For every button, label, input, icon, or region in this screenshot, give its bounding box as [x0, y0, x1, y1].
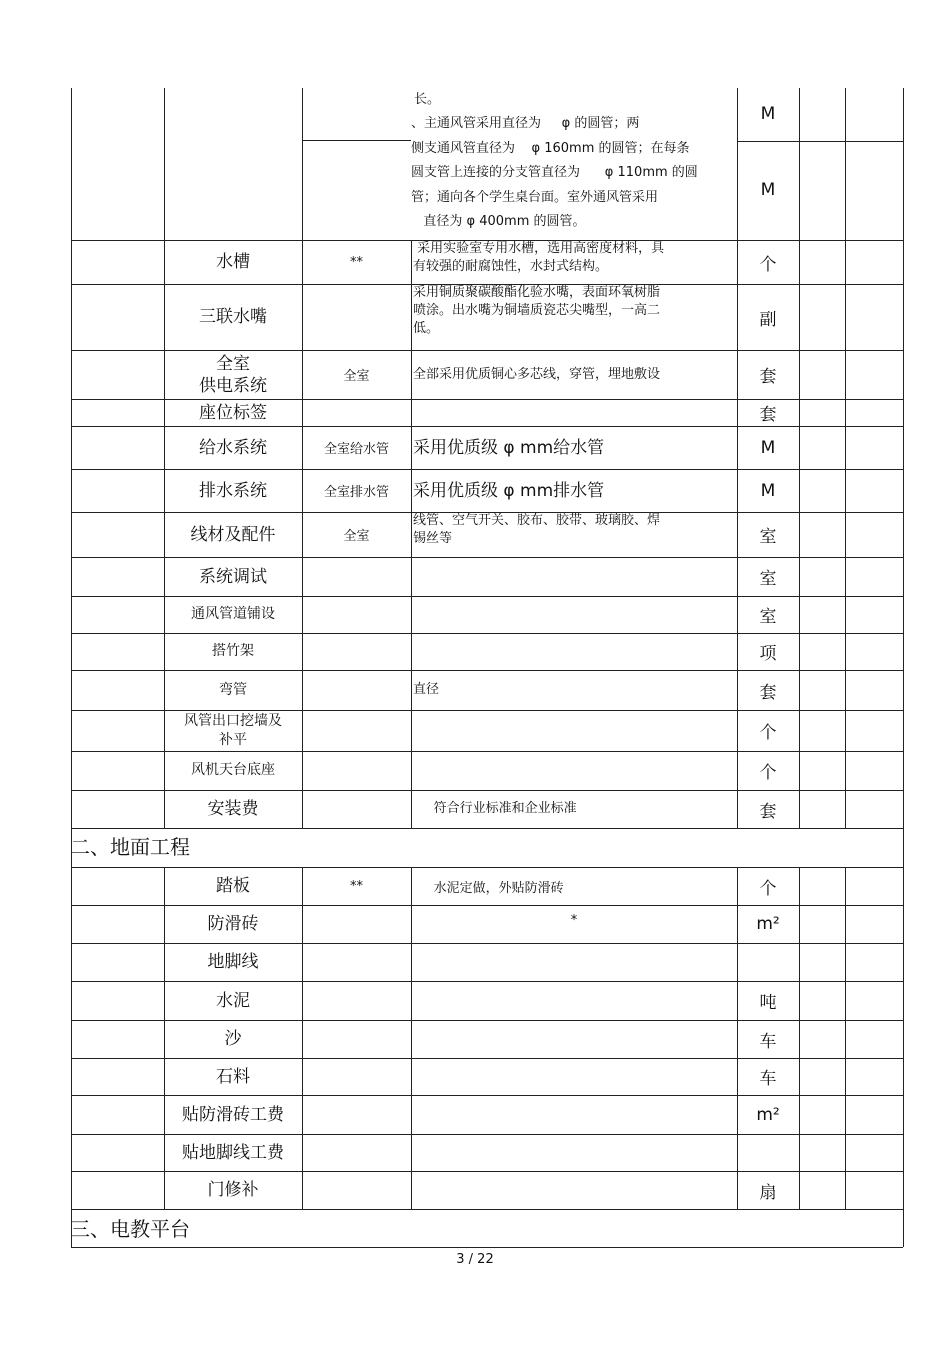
item-name-cell: 防滑砖 [207, 914, 259, 934]
table-grid-line [71, 981, 72, 1020]
description-cell [411, 557, 737, 596]
table-grid-line [71, 1095, 72, 1134]
table-grid-line [71, 1058, 72, 1095]
description-line: 管；通向各个学生桌台面。室外通风管采用 [411, 190, 659, 205]
spec-cell: ** [350, 878, 363, 894]
table-grid-line [71, 751, 72, 790]
item-name-cell: 线材及配件 [190, 524, 276, 545]
item-name-cell: 石料 [216, 1066, 250, 1087]
table-grid-line [302, 140, 411, 141]
table-grid-line [845, 469, 846, 512]
table-grid-line [71, 240, 72, 284]
table-grid-line [903, 1171, 904, 1209]
table-grid-line [799, 670, 800, 710]
table-grid-line [845, 240, 846, 284]
item-name-cell: 通风管道铺设 [191, 606, 275, 622]
table-grid-line [903, 426, 904, 469]
item-name-cell: 系统调试 [199, 566, 267, 587]
item-name-cell: 水泥 [216, 990, 250, 1011]
spec-cell [302, 710, 411, 751]
table-grid-line [71, 1134, 72, 1171]
item-name-cell: 水槽 [216, 252, 250, 272]
description-cell [411, 943, 737, 981]
unit-cell: 副 [759, 309, 777, 330]
description-cell [411, 399, 737, 426]
table-grid-line [799, 1020, 800, 1058]
table-grid-line [903, 710, 904, 751]
item-name-cell: 座位标签 [199, 402, 267, 423]
item-name-cell: 排水系统 [199, 480, 267, 501]
table-grid-line [71, 790, 72, 828]
table-grid-line [799, 350, 800, 399]
table-grid-line [903, 1020, 904, 1058]
table-grid-line [845, 790, 846, 828]
unit-cell: 车 [759, 1031, 777, 1052]
table-grid-line [799, 751, 800, 790]
table-grid-line [903, 240, 904, 284]
item-name-cell: 三联水嘴 [199, 307, 267, 327]
unit-cell: M [760, 180, 776, 200]
unit-cell: 吨 [759, 993, 777, 1013]
table-grid-line [71, 633, 72, 670]
description-cell [411, 1020, 737, 1058]
section-heading-av-platform: 三、电教平台 [70, 1217, 190, 1241]
table-grid-line [845, 1095, 846, 1134]
spec-cell [302, 557, 411, 596]
spec-cell [302, 1171, 411, 1209]
table-grid-line [71, 596, 72, 633]
table-grid-line [845, 1020, 846, 1058]
table-grid-line [302, 88, 303, 240]
table-grid-line [845, 670, 846, 710]
description-cell [411, 633, 737, 670]
unit-cell: 套 [759, 801, 777, 822]
table-grid-line [71, 1209, 903, 1210]
table-grid-line [799, 867, 800, 905]
table-grid-line [799, 557, 800, 596]
item-name-cell: 给水系统 [199, 437, 267, 458]
item-name-cell: 风机天台底座 [191, 762, 275, 778]
unit-cell: m² [756, 1104, 780, 1125]
description-cell [411, 1095, 737, 1134]
section-heading-floor: 二、地面工程 [70, 835, 190, 859]
table-grid-line [845, 710, 846, 751]
description-cell: 采用实验室专用水槽，选用高密度材料，具 有较强的耐腐蚀性，水封式结构。 [413, 241, 665, 274]
unit-cell: 个 [759, 763, 777, 783]
table-grid-line [799, 633, 800, 670]
table-grid-line [903, 1095, 904, 1134]
spec-cell: 全室给水管 [323, 442, 389, 457]
table-grid-line [71, 828, 72, 867]
item-name-cell: 贴地脚线工费 [182, 1142, 284, 1163]
description-cell: 采用优质级 φ mm给水管 [413, 437, 605, 458]
item-name-cell: 踏板 [216, 876, 250, 896]
table-grid-line [71, 1209, 72, 1247]
table-grid-line [737, 141, 903, 142]
description-line: 侧支通风管直径为 φ 160mm 的圆管；在每条 [411, 141, 690, 156]
table-grid-line [71, 284, 72, 350]
table-grid-line [71, 710, 72, 751]
table-grid-line [799, 284, 800, 350]
table-grid-line [903, 867, 904, 905]
description-cell: 全部采用优质铜心多芯线，穿管，埋地敷设 [413, 366, 661, 382]
table-grid-line [799, 1134, 800, 1171]
table-grid-line [799, 426, 800, 469]
table-grid-line [903, 670, 904, 710]
description-cell [411, 981, 737, 1020]
table-grid-line [903, 633, 904, 670]
table-grid-line [845, 426, 846, 469]
table-grid-line [903, 828, 904, 867]
item-name-cell: 全室 供电系统 [199, 353, 267, 396]
table-grid-line [903, 399, 904, 426]
table-grid-line [799, 1171, 800, 1209]
unit-cell: M [760, 104, 776, 124]
table-grid-line [799, 1095, 800, 1134]
table-grid-line [71, 1020, 72, 1058]
description-line: 圆支管上连接的分支管直径为 φ 110mm 的圆 [411, 165, 698, 180]
table-grid-line [799, 905, 800, 943]
table-grid-line [71, 350, 72, 399]
description-cell [411, 1134, 737, 1171]
item-name-cell: 风管出口挖墙及 补平 [184, 712, 282, 748]
unit-cell: 室 [759, 607, 777, 627]
table-grid-line [845, 350, 846, 399]
table-grid-line [71, 905, 72, 943]
table-grid-line [799, 596, 800, 633]
spec-cell [302, 905, 411, 943]
table-grid-line [71, 399, 72, 426]
table-grid-line [799, 1058, 800, 1095]
item-name-cell: 门修补 [207, 1180, 259, 1200]
description-cell: * [570, 913, 578, 928]
description-cell: 采用铜质聚碳酸酯化验水嘴，表面环氧树脂 喷涂。出水嘴为铜墙质瓷芯尖嘴型，一高二 低。 [413, 285, 661, 336]
table-grid-line [71, 557, 72, 596]
table-grid-line [71, 469, 72, 512]
table-grid-line [903, 1209, 904, 1247]
spec-cell [302, 981, 411, 1020]
table-grid-line [71, 1171, 72, 1209]
description-cell: 符合行业标准和企业标准 [413, 801, 577, 816]
table-grid-line [799, 943, 800, 981]
table-grid-line [799, 710, 800, 751]
description-cell: 水泥定做，外贴防滑砖 [413, 880, 564, 896]
spec-cell [302, 751, 411, 790]
table-grid-line [845, 751, 846, 790]
table-grid-line [845, 88, 846, 240]
description-cell [411, 1058, 737, 1095]
description-cell [411, 751, 737, 790]
spec-cell [302, 943, 411, 981]
table-grid-line [845, 399, 846, 426]
table-grid-line [903, 751, 904, 790]
description-line: 直径为 φ 400mm 的圆管。 [411, 214, 586, 229]
table-grid-line [71, 867, 72, 905]
table-grid-line [903, 469, 904, 512]
table-grid-line [903, 981, 904, 1020]
spec-cell [302, 284, 411, 350]
table-grid-line [71, 1247, 903, 1248]
spec-cell [302, 670, 411, 710]
table-grid-line [903, 1134, 904, 1171]
page-number: 3 / 22 [456, 1252, 494, 1267]
unit-cell: 套 [759, 405, 777, 425]
table-grid-line [903, 284, 904, 350]
unit-cell: 室 [759, 569, 777, 589]
table-grid-line [903, 512, 904, 557]
table-grid-line [737, 88, 738, 240]
table-grid-line [799, 88, 800, 240]
table-grid-line [845, 943, 846, 981]
spec-cell: ** [350, 254, 363, 270]
table-grid-line [845, 596, 846, 633]
spec-cell [302, 596, 411, 633]
item-name-cell: 沙 [224, 1029, 242, 1049]
table-grid-line [845, 284, 846, 350]
description-cell: 线管、空气开关、胶布、胶带、玻璃胶、焊 锡丝等 [413, 513, 661, 546]
unit-cell [737, 1134, 799, 1171]
unit-cell: 室 [759, 527, 777, 547]
unit-cell: 个 [759, 254, 777, 275]
unit-cell: M [760, 480, 776, 501]
spec-cell: 全室 [343, 369, 370, 384]
table-grid-line [903, 88, 904, 240]
table-grid-line [799, 981, 800, 1020]
table-grid-line [799, 399, 800, 426]
table-grid-line [845, 905, 846, 943]
unit-cell: m² [756, 914, 780, 934]
table-grid-line [71, 426, 72, 469]
spec-cell [302, 1020, 411, 1058]
unit-cell [737, 943, 799, 981]
unit-cell: 个 [759, 878, 777, 899]
unit-cell: M [760, 437, 776, 458]
unit-cell: 项 [759, 644, 777, 664]
spec-cell [302, 1134, 411, 1171]
description-cell [411, 710, 737, 751]
table-grid-line [903, 596, 904, 633]
table-grid-line [903, 350, 904, 399]
table-grid-line [903, 943, 904, 981]
unit-cell: 车 [759, 1069, 777, 1089]
table-grid-line [164, 88, 165, 240]
unit-cell: 扇 [759, 1182, 777, 1203]
table-grid-line [71, 828, 903, 829]
description-line: 、主通风管采用直径为 φ 的圆管；两 [411, 116, 640, 131]
spec-cell [302, 399, 411, 426]
table-grid-line [845, 981, 846, 1020]
table-grid-line [845, 1058, 846, 1095]
unit-cell: 套 [759, 682, 777, 703]
spec-cell [302, 633, 411, 670]
table-grid-line [799, 240, 800, 284]
table-grid-line [71, 943, 72, 981]
description-line: 长。 [414, 92, 441, 107]
spec-cell [302, 1058, 411, 1095]
table-grid-line [799, 512, 800, 557]
unit-cell: 套 [759, 367, 777, 387]
item-name-cell: 搭竹架 [212, 643, 254, 659]
table-grid-line [71, 88, 72, 240]
table-grid-line [799, 790, 800, 828]
item-name-cell: 贴防滑砖工费 [182, 1104, 284, 1125]
description-cell: 采用优质级 φ mm排水管 [413, 480, 605, 501]
spec-cell: 全室排水管 [323, 485, 389, 500]
table-grid-line [903, 557, 904, 596]
spec-cell: 全室 [343, 529, 370, 544]
description-cell: 直径 [413, 682, 440, 697]
table-grid-line [845, 867, 846, 905]
item-name-cell: 地脚线 [207, 952, 259, 972]
description-cell [411, 596, 737, 633]
table-grid-line [71, 512, 72, 557]
item-name-cell: 安装费 [207, 799, 259, 819]
spec-cell [302, 1095, 411, 1134]
description-cell [411, 1171, 737, 1209]
table-grid-line [71, 670, 72, 710]
spec-cell [302, 790, 411, 828]
table-grid-line [799, 469, 800, 512]
unit-cell: 个 [759, 723, 777, 743]
item-name-cell: 弯管 [219, 681, 247, 698]
table-grid-line [845, 633, 846, 670]
table-grid-line [845, 1134, 846, 1171]
table-grid-line [903, 790, 904, 828]
table-grid-line [845, 512, 846, 557]
table-grid-line [845, 557, 846, 596]
table-grid-line [845, 1171, 846, 1209]
table-grid-line [903, 905, 904, 943]
table-grid-line [903, 1058, 904, 1095]
